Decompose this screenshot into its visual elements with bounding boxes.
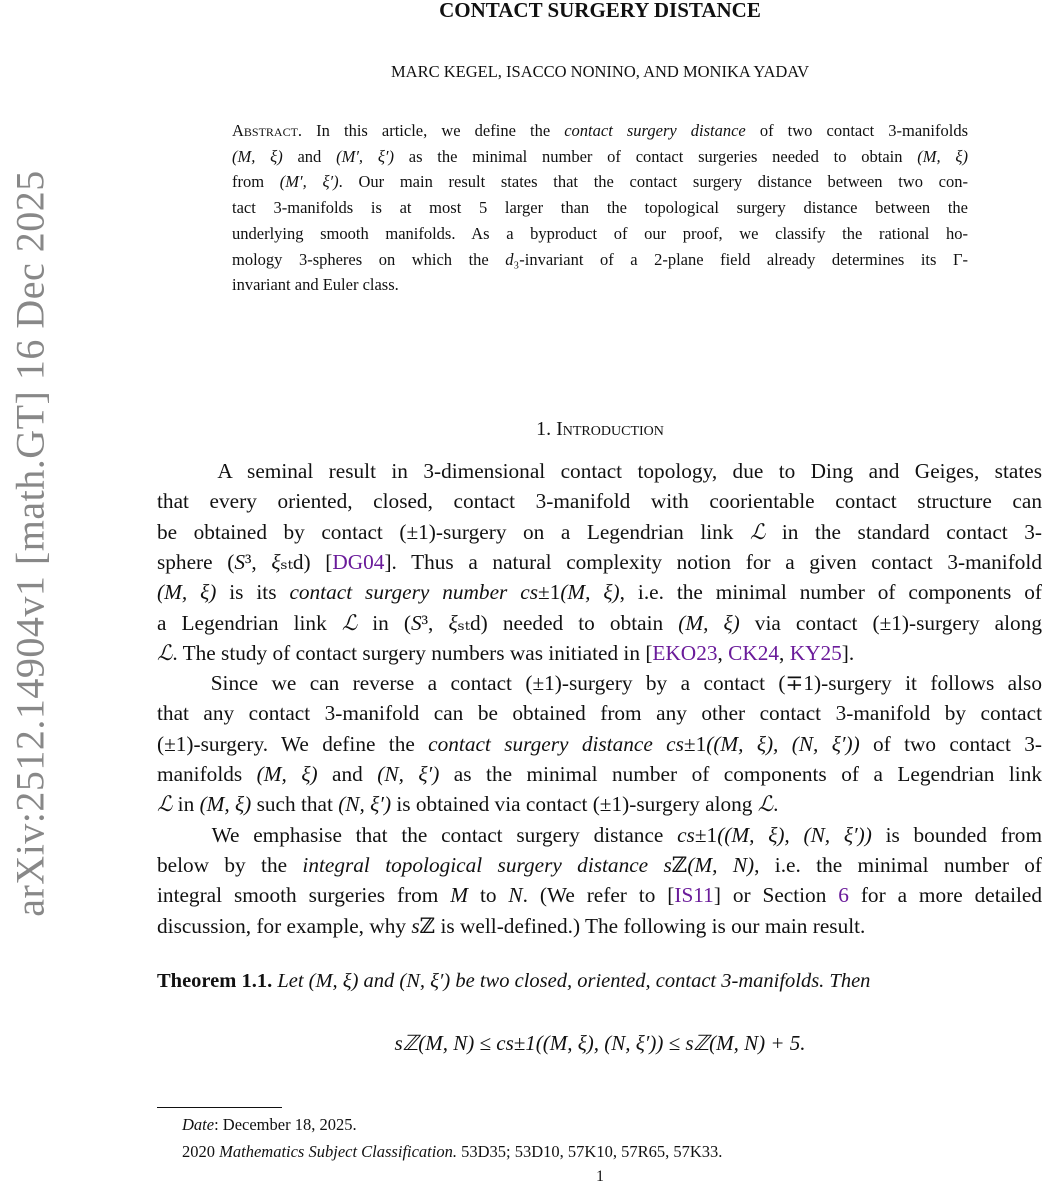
text-span: ℒ — [157, 640, 173, 665]
text-span: d — [505, 249, 514, 269]
citation-link[interactable]: CK24 — [728, 640, 780, 665]
text-span: ℒ — [157, 792, 173, 817]
text-span: (M′, ξ′) — [336, 146, 394, 166]
text-span: . (We refer to [ — [522, 883, 675, 908]
text-span: as the minimal number of contact surgeries needed to obtain — [394, 146, 918, 166]
text-span: ξ — [448, 610, 458, 635]
text-span: be obtained by contact (±1)-surgery on a Legendrian link — [157, 519, 750, 544]
text-span: (M, ξ) — [232, 146, 283, 166]
text-span: N — [508, 883, 523, 908]
text-span: ℤ — [671, 852, 688, 877]
text-span: contact surgery distance — [564, 121, 746, 140]
text-span: . Our main result states that the contact surgery distance between two con- — [338, 172, 968, 192]
text-span: to — [468, 883, 509, 908]
text-span: such that — [251, 792, 339, 817]
body-line — [157, 701, 1042, 726]
text-span: underlying smooth manifolds. As a byproduct of our proof, we classify the rational ho- — [232, 223, 968, 243]
text-span: ]. — [841, 640, 855, 665]
text-span: (N, ξ′) — [377, 762, 440, 786]
text-span: ℒ — [757, 792, 774, 817]
footnote-date — [182, 1115, 357, 1135]
text-span: (N, ξ′) — [338, 792, 392, 817]
main-inequality: sℤ(M, N) ≤ cs±1((M, ξ), (N, ξ′)) ≤ sℤ(M, N) + 5. — [394, 1031, 806, 1055]
text-span: (M, ξ) — [560, 580, 620, 605]
text-span: , i.e. the minimal number of — [754, 852, 1042, 877]
text-span: , — [717, 640, 729, 665]
text-span: (M, ξ) — [256, 762, 318, 786]
text-span: for a more detailed — [848, 883, 1042, 908]
body-line — [157, 611, 1042, 636]
text-span: and — [317, 762, 378, 786]
text-span: ³, — [421, 610, 449, 635]
text-span: discussion, for example, why — [157, 913, 412, 938]
text-span: via contact (±1)-surgery along — [739, 610, 1042, 635]
arxiv-identifier: arXiv:2512.14904v1 [math.GT] 16 Dec 2025 — [7, 170, 53, 917]
theorem-label: Theorem 1.1. — [157, 970, 273, 992]
text-span: ℒ — [341, 610, 358, 635]
text-span: (M′, ξ′) — [279, 172, 339, 192]
text-span: in — [172, 792, 200, 817]
body-line — [157, 823, 1042, 848]
body-line — [157, 732, 1042, 757]
text-span: contact surgery number cs — [289, 580, 538, 605]
date-label: Date — [182, 1115, 215, 1134]
text-span: M — [450, 883, 469, 908]
text-span: contact surgery distance cs — [428, 731, 684, 756]
text-span: mology 3-spheres on which the — [232, 249, 506, 269]
text-span: In this article, we define the — [302, 121, 565, 140]
text-span: We emphasise that the contact surgery distance — [157, 822, 678, 847]
page-number: 1 — [596, 1168, 604, 1184]
text-span: and — [282, 146, 337, 166]
text-span: ((M, ξ), (N, ξ′)) — [717, 822, 872, 847]
text-span: is bounded from — [871, 822, 1042, 847]
date-value: : December 18, 2025. — [214, 1115, 357, 1134]
citation-link[interactable]: 6 — [838, 883, 849, 908]
text-span: A seminal result in 3-dimensional contact topology, due to Ding and Geiges, states — [157, 459, 1042, 483]
text-span: ³, — [244, 549, 272, 574]
text-span: , i.e. the minimal number of components of — [619, 580, 1042, 605]
text-span: (±1)-surgery. We define the — [157, 731, 429, 756]
text-span: sphere ( — [157, 549, 235, 574]
abstract-line — [232, 172, 968, 192]
text-span: S — [234, 549, 245, 574]
text-span: of two contact 3- — [859, 731, 1042, 756]
text-span: is obtained via contact (±1)-surgery along — [391, 792, 758, 817]
msc-label: Mathematics Subject Classification. — [219, 1142, 457, 1161]
body-line — [157, 762, 1042, 787]
theorem-statement: Let (M, ξ) and (N, ξ′) be two closed, oriented, contact 3-manifolds. Then — [277, 970, 871, 992]
body-line — [157, 580, 1042, 605]
footnote-msc — [182, 1142, 722, 1162]
citation-link[interactable]: IS11 — [674, 883, 714, 908]
text-span: as the minimal number of components of a Legendrian link — [439, 762, 1042, 786]
body-line — [157, 792, 1042, 817]
abstract-line — [232, 250, 968, 270]
text-span: cs — [677, 822, 695, 847]
text-span: Since we can reverse a contact (±1)-surgery by a contact (∓1)-surgery it follows also — [157, 671, 1042, 696]
text-span: ₛₜd) needed to obtain — [457, 610, 679, 635]
section-heading — [0, 418, 1042, 441]
text-span: Abstract. — [232, 121, 303, 140]
text-span: ℒ — [750, 519, 766, 544]
text-span: ((M, ξ), (N, ξ′)) — [706, 731, 860, 756]
text-span: that any contact 3-manifold can be obtained from any other contact 3-manifold by contact — [157, 701, 1042, 726]
text-span: ±1 — [538, 580, 561, 605]
body-line — [157, 489, 1042, 514]
footnote-rule — [157, 1107, 282, 1108]
text-span: is its — [216, 580, 290, 605]
text-span: ]. Thus a natural complexity notion for a given contact 3-manifold — [384, 549, 1042, 574]
text-span: integral smooth surgeries from — [157, 883, 451, 908]
body-line — [157, 914, 1042, 939]
text-span: (M, N) — [687, 852, 755, 877]
text-span: from — [232, 172, 280, 192]
citation-link[interactable]: DG04 — [332, 549, 385, 574]
text-span: invariant and Euler class. — [232, 275, 399, 295]
text-span: of two contact 3-manifolds — [745, 121, 968, 140]
body-line — [157, 671, 1042, 696]
text-span: in ( — [357, 610, 412, 635]
text-span: ±1 — [683, 731, 707, 756]
abstract-line — [232, 121, 968, 141]
text-span: ₛₜd) [ — [280, 549, 333, 574]
text-span: (M, ξ) — [199, 792, 252, 817]
abstract-line — [232, 198, 968, 218]
text-span: manifolds — [157, 762, 257, 786]
section-number: 1. — [536, 418, 552, 440]
theorem — [157, 970, 870, 993]
paper-title: CONTACT SURGERY DISTANCE — [439, 0, 761, 22]
text-span: a Legendrian link — [157, 610, 342, 635]
msc-codes: 53D35; 53D10, 57K10, 57R65, 57K33. — [456, 1142, 723, 1161]
text-span: , — [779, 640, 790, 665]
citation-link[interactable]: EKO23 — [652, 640, 718, 665]
text-span: s — [411, 913, 420, 938]
text-span: in the standard contact 3- — [765, 519, 1042, 544]
body-line — [157, 550, 1042, 575]
text-span: . — [773, 792, 779, 817]
body-line — [157, 641, 1042, 666]
text-span: integral topological surgery distance s — [302, 852, 672, 877]
section-title: Introduction — [556, 418, 664, 440]
body-line — [157, 883, 1042, 908]
body-line — [157, 853, 1042, 878]
text-span: ₃-invariant of a 2-plane field already determines its Γ- — [513, 249, 968, 269]
abstract-line — [232, 224, 968, 244]
abstract-line — [232, 275, 968, 295]
text-span: tact 3-manifolds is at most 5 larger than the topological surgery distance between the — [232, 198, 968, 218]
text-span: that every oriented, closed, contact 3-manifold with coorientable contact structure can — [157, 489, 1042, 514]
body-line — [157, 520, 1042, 545]
text-span: ξ — [271, 549, 281, 574]
text-span: (M, ξ) — [157, 580, 217, 605]
text-span: below by the — [157, 852, 303, 877]
text-span: . The study of contact surgery numbers was initiated in [ — [172, 640, 653, 665]
msc-year: 2020 — [182, 1142, 220, 1161]
text-span: ℤ is well-defined.) The following is our main result. — [419, 913, 866, 938]
text-span: (M, ξ) — [678, 610, 740, 635]
authors: MARC KEGEL, ISACCO NONINO, AND MONIKA YADAV — [390, 62, 810, 81]
abstract-line — [232, 147, 968, 167]
text-span: ] or Section — [713, 883, 839, 908]
text-span: (M, ξ) — [917, 146, 968, 166]
text-span: ±1 — [694, 822, 718, 847]
body-line — [157, 459, 1042, 484]
citation-link[interactable]: KY25 — [789, 640, 842, 665]
text-span: S — [411, 610, 422, 635]
